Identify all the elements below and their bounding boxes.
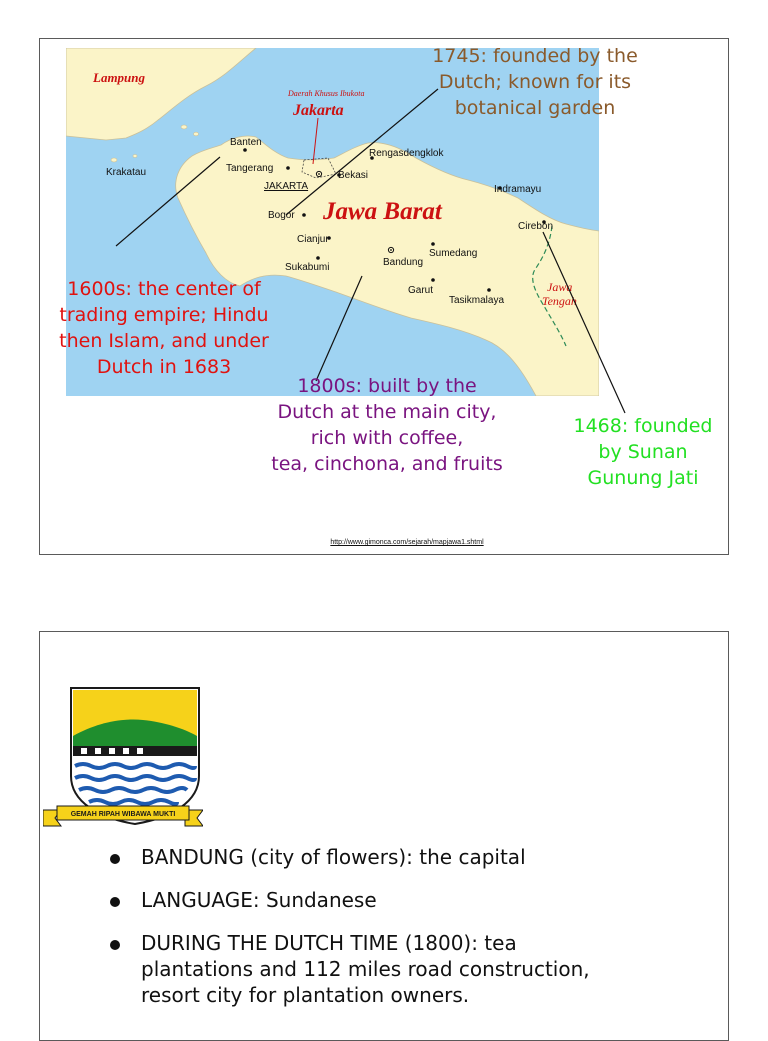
annotation-1468-line: 1468: founded — [573, 415, 713, 437]
list-item — [110, 887, 690, 913]
map-label-jawa-tengah-2: Tengah — [542, 294, 577, 308]
map-label-sukabumi: Sukabumi — [285, 262, 330, 273]
map-label-cirebon: Cirebon — [518, 221, 554, 232]
map-label-jakarta-region: Jakarta — [293, 102, 344, 119]
map-slide — [39, 38, 729, 555]
map-label-bandung: Bandung — [383, 257, 424, 268]
map-label-indramayu: Indramayu — [494, 184, 542, 195]
map-label-tasikmalaya: Tasikmalaya — [449, 295, 505, 306]
annotation-1800s — [247, 373, 527, 477]
bullet-text: DURING THE DUTCH TIME (1800): tea — [141, 931, 517, 955]
map-label-banten: Banten — [230, 137, 262, 148]
annotation-1600s-line: trading empire; Hindu — [59, 304, 269, 326]
annotation-1800s-line: Dutch at the main city, — [277, 401, 497, 423]
annotation-1600s-line: 1600s: the center of — [67, 278, 261, 300]
source-link[interactable]: http://www.gimonca.com/sejarah/mapjawa1.shtml — [330, 539, 484, 546]
map-label-dki: Daerah Khusus Ibukota — [288, 89, 365, 98]
bullet-icon — [110, 897, 120, 907]
bullet-icon — [110, 854, 120, 864]
annotation-1600s-line: Dutch in 1683 — [96, 356, 232, 378]
bandung-coat-of-arms-icon — [43, 684, 203, 832]
map-label-bekasi: Bekasi — [338, 170, 369, 181]
bullet-text: plantations and 112 miles road construction, — [141, 957, 590, 981]
list-item — [110, 930, 690, 1008]
map-label-sumedang: Sumedang — [429, 248, 478, 259]
bullet-text: BANDUNG (city of flowers): the capital — [141, 845, 526, 869]
map-label-bogor: Bogor — [268, 210, 295, 221]
annotation-1468-line: Gunung Jati — [587, 467, 699, 489]
annotation-1745-line: Dutch; known for its — [438, 71, 632, 93]
annotation-1800s-line: tea, cinchona, and fruits — [271, 453, 503, 475]
annotation-1800s-line: 1800s: built by the — [297, 375, 477, 397]
bullet-text: LANGUAGE: Sundanese — [141, 888, 377, 912]
bullet-list — [110, 844, 690, 1025]
list-item — [110, 844, 690, 870]
map-label-jawa-tengah-1: Jawa — [547, 280, 573, 294]
bandung-slide — [39, 631, 729, 1041]
map-label-jawa-barat: Jawa Barat — [323, 198, 442, 225]
annotation-1800s-line: rich with coffee, — [310, 427, 464, 449]
map-label-jakarta-city: JAKARTA — [264, 181, 309, 192]
map-label-tangerang: Tangerang — [226, 163, 274, 174]
annotation-1745-line: 1745: founded by the — [432, 45, 638, 67]
bullet-text: resort city for plantation owners. — [141, 983, 470, 1007]
leader-1600s — [116, 157, 220, 246]
map-label-rengasdengklok: Rengasdengklok — [369, 148, 444, 159]
crest-motto: GEMAH RIPAH WIBAWA MUKTI — [70, 811, 176, 818]
annotation-1468-line: by Sunan — [598, 441, 688, 463]
map-label-cianjur: Cianjur — [297, 234, 329, 245]
map-label-lampung: Lampung — [93, 70, 146, 85]
annotation-1468 — [563, 413, 723, 491]
leader-1800s — [316, 276, 362, 381]
annotation-1600s-line: then Islam, and under — [59, 330, 269, 352]
bullet-icon — [110, 940, 120, 950]
annotation-1745-line: botanical garden — [454, 97, 616, 119]
map-label-garut: Garut — [408, 285, 434, 296]
annotation-1600s — [34, 276, 294, 380]
leader-1468 — [543, 232, 625, 413]
annotation-1745 — [406, 43, 664, 121]
map-label-krakatau: Krakatau — [106, 167, 147, 178]
